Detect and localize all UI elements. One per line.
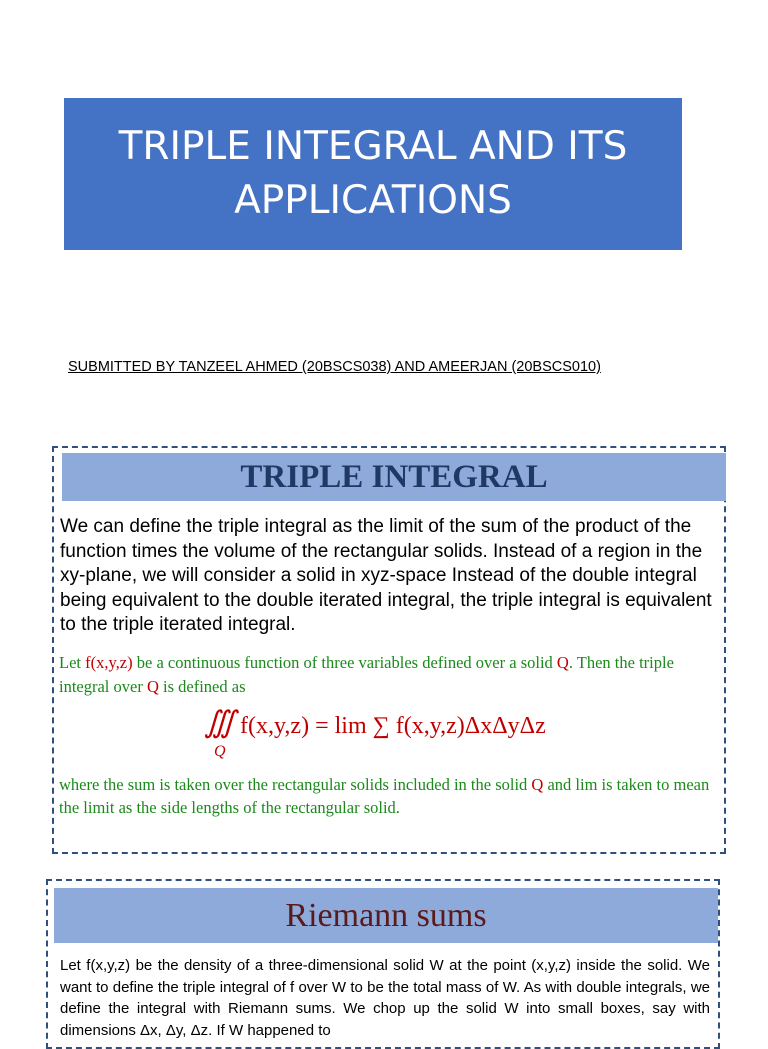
triple-integral-formula [204,705,724,767]
title-banner [64,98,682,250]
riemann-paragraph: Let f(x,y,z) be the density of a three-dimensional solid W at the point (x,y,z) inside the solid. We want to define the triple integral of f over W to be the total mass of W. As with double integrals, we define the integral with Riemann sums. We chop up the solid W into small boxes, say with dimensions Δx, Δy, Δz. If W happened to [60,957,710,1039]
def-mid: be a continuous function of three variables defined over a solid [136,652,553,672]
formula-expression: f(x,y,z) = lim ∑ f(x,y,z)ΔxΔyΔz [240,712,546,739]
def-solid-q-2: Q [146,676,159,696]
section-heading-riemann: Riemann sums [54,888,718,943]
def-function: f(x,y,z) [85,652,133,672]
formal-definition [59,651,719,699]
title-line-2: APPLICATIONS [234,178,512,223]
where-end: and lim is taken to mean the limit as the side lengths of the rectangular solid. [59,774,710,817]
where-start: where the sum is taken over the rectangular solids included in the solid [59,774,528,794]
where-clause [59,773,719,819]
triple-integral-panel [52,446,726,854]
section-heading: TRIPLE INTEGRAL [62,453,726,501]
def-solid-q: Q [556,652,569,672]
submitted-by: SUBMITTED BY TANZEEL AHMED (20BSCS038) AND AMEERJAN (20BSCS010) [68,359,601,375]
definition-paragraph: We can define the triple integral as the limit of the sum of the product of the function times the volume of the rectangular solids. Instead of a region in the xy-plane, we will consider a solid in xyz-space Instead of the double integral being equivalent to the double iterated integral, the triple integral is equivalent to the triple iterated integral. [60,516,712,635]
def-end: is defined as [163,676,246,696]
def-then: . Then the triple integral over [59,652,674,696]
title-line-1: TRIPLE INTEGRAL AND ITS [118,124,628,169]
integral-symbol: ∭ [204,705,230,739]
integral-region: Q [214,742,226,760]
page-title [119,120,628,228]
where-solid-q: Q [531,774,544,794]
def-let: Let [59,652,81,672]
